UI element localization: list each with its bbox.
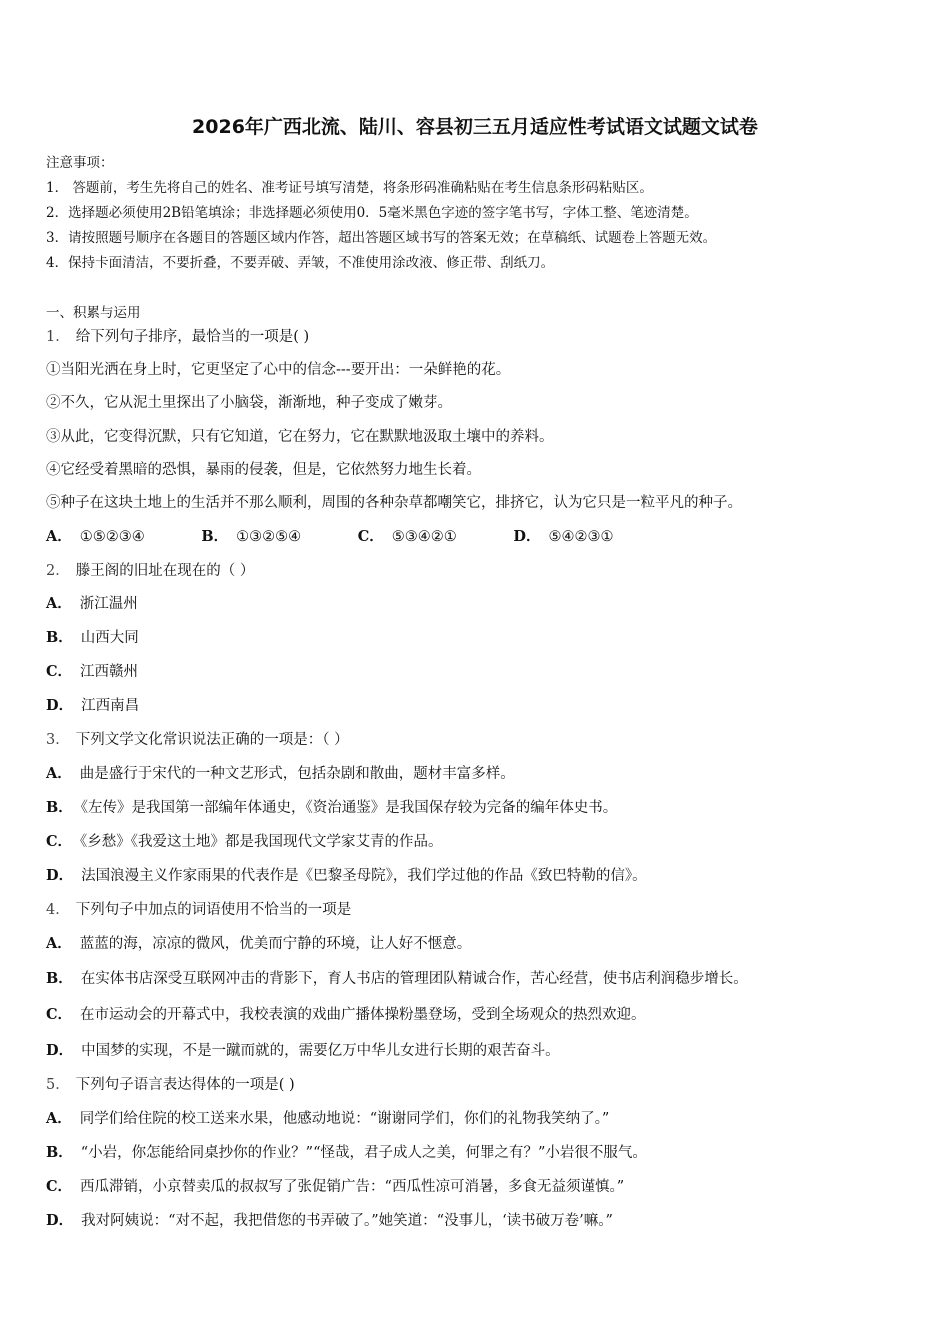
- question-text: 滕王阁的旧址在现在的（ ）: [75, 563, 255, 579]
- notice-item: 3．请按照题号顺序在各题目的答题区域内作答，超出答题区域书写的答案无效；在草稿纸、试题卷上答题无效。: [46, 230, 717, 246]
- q4-option-a: A． 蓝蓝的海，凉凉的微风，优美而宁静的环境，让人好不惬意。: [46, 935, 472, 952]
- question-text: 给下列句子排序，最恰当的一项是( ): [75, 329, 310, 345]
- q1-choices: [46, 527, 665, 547]
- question-number: 5．: [46, 1077, 70, 1093]
- question-number: 2．: [46, 563, 70, 579]
- q5-option-a: A． 同学们给住院的校工送来水果，他感动地说：“谢谢同学们，你们的礼物我笑纳了。”: [46, 1110, 610, 1127]
- q5-option-c: C． 西瓜滞销，小京替卖瓜的叔叔写了张促销广告：“西瓜性凉可消暑，多食无益须谨慎。”: [46, 1178, 625, 1195]
- choice-a: A． ①⑤②③④: [46, 528, 145, 545]
- q2-option-c: C． 江西赣州: [46, 663, 139, 680]
- choice-c: C． ⑤③④②①: [357, 528, 457, 545]
- notice-item: 4．保持卡面清洁，不要折叠，不要弄破、弄皱，不准使用涂改液、修正带、刮纸刀。: [46, 255, 555, 271]
- question-4-stem: [46, 900, 351, 920]
- question-5-stem: [46, 1075, 295, 1095]
- question-number: 3．: [46, 732, 70, 748]
- q5-option-b: B． “小岩，你怎能给同桌抄你的作业？”“怪哉，君子成人之美，何罪之有？”小岩很不服气。: [46, 1144, 647, 1161]
- question-1-stem: [46, 327, 309, 347]
- notice-item: 1． 答题前，考生先将自己的姓名、准考证号填写清楚，将条形码准确粘贴在考生信息条形码粘贴区。: [46, 180, 653, 196]
- question-text: 下列句子中加点的词语使用不恰当的一项是: [75, 902, 352, 918]
- notice-heading: 注意事项：: [46, 155, 114, 171]
- notice-item: 2．选择题必须使用2B铅笔填涂；非选择题必须使用0．5毫米黑色字迹的签字笔书写，字体工整、笔迹清楚。: [46, 205, 698, 221]
- q3-option-c: C． 《乡愁》《我爱这土地》都是我国现代文学家艾青的作品。: [46, 833, 443, 850]
- question-2-stem: [46, 561, 254, 581]
- q1-sentence: ④它经受着黑暗的恐惧，暴雨的侵袭，但是，它依然努力地生长着。: [46, 462, 481, 478]
- question-number: 1．: [46, 329, 70, 345]
- q1-sentence: ⑤种子在这块土地上的生活并不那么顺利，周围的各种杂草都嘲笑它，排挤它，认为它只是一粒平凡的种子。: [46, 495, 742, 511]
- q3-option-d: D． 法国浪漫主义作家雨果的代表作是《巴黎圣母院》，我们学过他的作品《致巴特勒的信》。: [46, 867, 647, 884]
- question-text: 下列文学文化常识说法正确的一项是：（ ）: [75, 732, 349, 748]
- q1-sentence: ③从此，它变得沉默，只有它知道，它在努力，它在默默地汲取土壤中的养料。: [46, 429, 554, 445]
- q1-sentence: ①当阳光洒在身上时，它更坚定了心中的信念---要开出：一朵鲜艳的花。: [46, 362, 511, 378]
- choice-d: D． ⑤④②③①: [513, 528, 614, 545]
- q3-option-b: B． 《左传》是我国第一部编年体通史，《资治通鉴》是我国保存较为完备的编年体史书。: [46, 799, 618, 816]
- q2-option-b: B． 山西大同: [46, 629, 139, 646]
- q2-option-a: A． 浙江温州: [46, 595, 138, 612]
- q1-sentence: ②不久，它从泥土里探出了小脑袋，渐渐地，种子变成了嫩芽。: [46, 395, 452, 411]
- question-text: 下列句子语言表达得体的一项是( ): [75, 1077, 295, 1093]
- question-number: 4．: [46, 902, 70, 918]
- choice-b: B． ①③②⑤④: [201, 528, 302, 545]
- q4-option-c: C． 在市运动会的开幕式中，我校表演的戏曲广播体操粉墨登场，受到全场观众的热烈欢迎。: [46, 1006, 646, 1023]
- page-title: 2026年广西北流、陆川、容县初三五月适应性考试语文试题文试卷: [192, 116, 758, 138]
- section-heading: 一、积累与运用: [46, 305, 141, 321]
- q4-option-b: B． 在实体书店深受互联网冲击的背影下，育人书店的管理团队精诚合作，苦心经营，使书店利润稳步增长。: [46, 970, 748, 987]
- q5-option-d: D． 我对阿姨说：“对不起，我把借您的书弄破了。”她笑道：“没事儿，‘读书破万卷’嘛。”: [46, 1212, 613, 1229]
- question-3-stem: [46, 730, 349, 750]
- q4-option-d: D． 中国梦的实现，不是一蹴而就的，需要亿万中华儿女进行长期的艰苦奋斗。: [46, 1042, 560, 1059]
- q2-option-d: D． 江西南昌: [46, 697, 140, 714]
- q3-option-a: A． 曲是盛行于宋代的一种文艺形式，包括杂剧和散曲，题材丰富多样。: [46, 765, 515, 782]
